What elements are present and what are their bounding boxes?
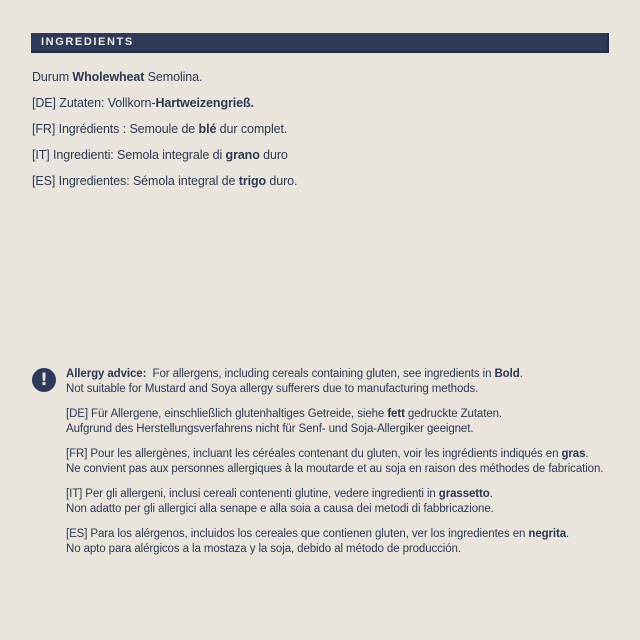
- allergy-line: Allergy advice: For allergens, including cereals containing gluten, see ingredients in Bold.: [66, 368, 523, 380]
- allergy-paragraph: [66, 447, 603, 477]
- allergy-line: Not suitable for Mustard and Soya allergy sufferers due to manufacturing methods.: [66, 383, 479, 395]
- allergy-line: [ES] Para los alérgenos, incluidos los cereales que contienen gluten, ver los ingredientes en negrita.: [66, 528, 570, 540]
- exclamation-glyph: !: [40, 369, 48, 390]
- ingredient-line: [FR] Ingrédients : Semoule de blé dur complet.: [32, 122, 288, 136]
- allergy-line: Aufgrund des Herstellungsverfahrens nicht für Senf- und Soja-Allergiker geeignet.: [66, 423, 474, 435]
- allergy-paragraph: [66, 367, 603, 397]
- allergy-paragraph: [66, 407, 603, 437]
- section-title: INGREDIENTS: [41, 36, 134, 48]
- allergy-paragraph: [66, 487, 603, 517]
- allergy-paragraph: [66, 527, 603, 557]
- allergy-line: [FR] Pour les allergènes, incluant les céréales contenant du gluten, voir les ingrédients indiqués en gras.: [66, 448, 589, 460]
- exclamation-circle-icon: [32, 368, 56, 392]
- ingredients-list: [32, 64, 297, 194]
- ingredient-line: [DE] Zutaten: Vollkorn-Hartweizengrieß.: [32, 96, 254, 110]
- allergy-line: [DE] Für Allergene, einschließlich glutenhaltiges Getreide, siehe fett gedruckte Zutaten.: [66, 408, 503, 420]
- ingredient-line: Durum Wholewheat Semolina.: [32, 70, 203, 84]
- ingredient-line: [ES] Ingredientes: Sémola integral de trigo duro.: [32, 174, 298, 188]
- allergy-advice-section: [32, 367, 603, 567]
- section-header-bar: [31, 33, 609, 53]
- allergy-line: [IT] Per gli allergeni, inclusi cereali contenenti glutine, vedere ingredienti in grassetto.: [66, 488, 493, 500]
- allergy-paragraphs: [66, 367, 603, 567]
- ingredient-line: [IT] Ingredienti: Semola integrale di grano duro: [32, 148, 288, 162]
- allergy-line: No apto para alérgicos a la mostaza y la soja, debido al método de producción.: [66, 543, 461, 555]
- allergy-line: Ne convient pas aux personnes allergiques à la moutarde et au soja en raison des méthodes de fabrication.: [66, 463, 604, 475]
- allergy-line: Non adatto per gli allergici alla senape e alla soia a causa dei metodi di fabbricazione.: [66, 503, 494, 515]
